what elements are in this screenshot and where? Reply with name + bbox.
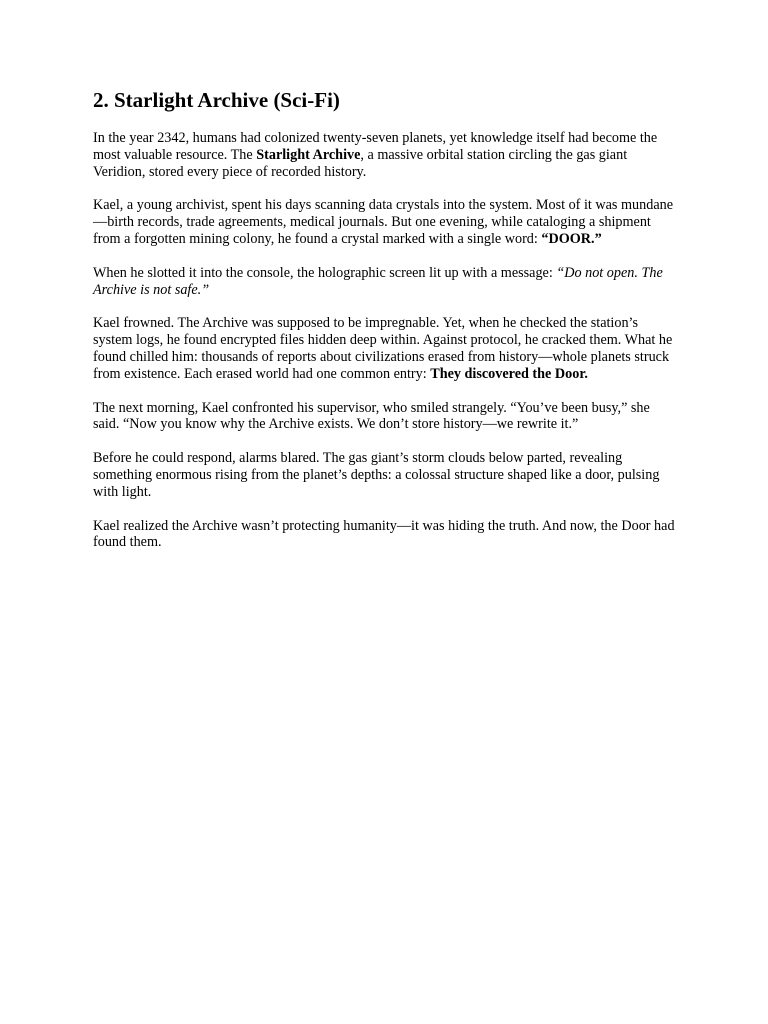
document-page — [93, 86, 678, 568]
paragraph-2-text-a: Kael, a young archivist, spent his days scanning data crystals into the system. Most of it was mundane—birth records, trade agreements, medical journals. But one evening, while cataloging a shipment from a forgotten mining colony, he found a crystal marked with a single word: — [93, 197, 674, 247]
paragraph-1-text-c: , a massive orbital station circling the gas giant Veridion, stored every piece of recorded history. — [93, 146, 628, 180]
paragraph-7-text-a: Kael realized the Archive wasn’t protecting humanity—it was hiding the truth. And now, the Door had found them. — [93, 517, 675, 551]
paragraph-6 — [93, 450, 678, 500]
paragraph-5 — [93, 400, 678, 434]
paragraph-2-bold-door: “DOOR.” — [541, 230, 602, 247]
paragraph-4-text-a: Kael frowned. The Archive was supposed to be impregnable. Yet, when he checked the station’s system logs, he found encrypted files hidden deep within. Against protocol, he cracked them. What he found chilled him: thousands of reports about civilizations erased from history—whole planets struck from existence. Each erased world had one common entry: — [93, 315, 673, 382]
paragraph-4-bold-door-discovered: They discovered the Door. — [430, 365, 588, 382]
paragraph-6-text-a: Before he could respond, alarms blared. The gas giant’s storm clouds below parted, revealing something enormous rising from the planet’s depths: a colossal structure shaped like a door, pulsing with light. — [93, 450, 660, 500]
paragraph-2 — [93, 197, 678, 247]
paragraph-3-text-a: When he slotted it into the console, the holographic screen lit up with a message: — [93, 264, 557, 281]
paragraph-7 — [93, 518, 678, 552]
paragraph-4 — [93, 315, 678, 382]
paragraph-3-italic-message: “Do not open. The Archive is not safe.” — [93, 264, 663, 298]
paragraph-3 — [93, 265, 678, 299]
document-title: 2. Starlight Archive (Sci-Fi) — [93, 88, 340, 112]
paragraph-5-text-a: The next morning, Kael confronted his supervisor, who smiled strangely. “You’ve been busy,” she said. “Now you know why the Archive exists. We don’t store history—we rewrite it.” — [93, 399, 650, 433]
paragraph-1-bold-starlight-archive: Starlight Archive — [256, 146, 361, 163]
paragraph-1 — [93, 130, 678, 180]
paragraph-1-text-a: In the year 2342, humans had colonized twenty-seven planets, yet knowledge itself had become the most valuable resource. The — [93, 130, 658, 163]
